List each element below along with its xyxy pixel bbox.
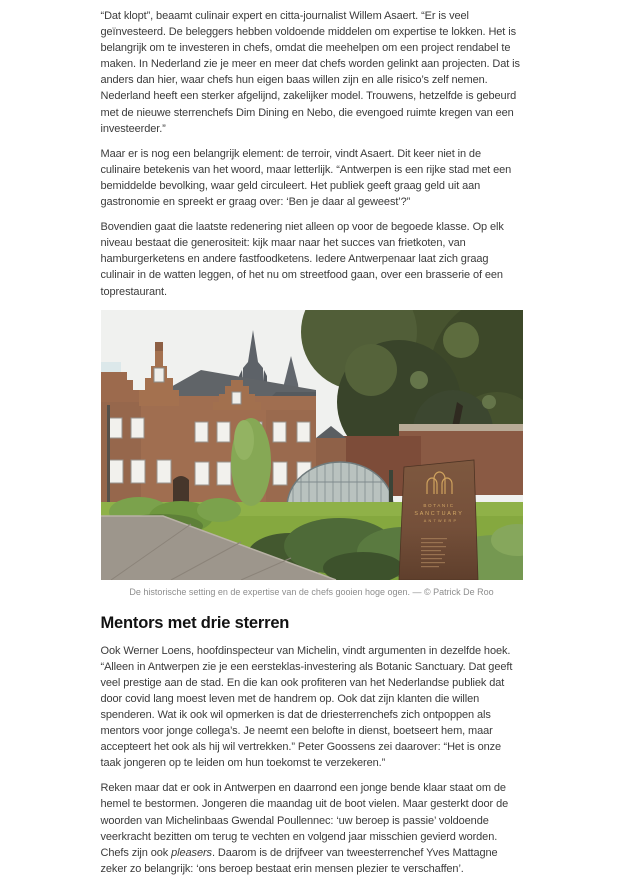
section-heading: Mentors met drie sterren	[100, 613, 290, 632]
paragraph: “Dat klopt”, beaamt culinair expert en citta-journalist Willem Asaert. “Er is veel geïnvesteerd. De beleggers hebben voldoende middelen om expertise te lokken. Het is belangrijk om te investeren in chefs, omdat die meehelpen om een project rendabel te maken. In Nederland zie je meer en meer dat chefs worden gelinkt aan projecten. Dat is anders dan hier, waar chefs hun eigen baas willen zijn en alle risico’s zelf nemen. Nederland heeft een sterker afgelijnd, zakelijker model. Trouwens, hetzelfde is gebeurd met de nieuwe sterrenchefs Dim Dining en Nebo, die evengoed ruimte kregen van een investeerder.”	[100, 10, 520, 135]
sign-line-antwerp: ANTWERP	[423, 518, 458, 523]
paragraph: Maar er is nog een belangrijk element: de terroir, vindt Asaert. Dit keer niet in de culinaire betekenis van het woord, maar letterlijk. “Antwerpen is een rijke stad met een bemiddelde bevolking, waar geld circuleert. Het publiek geeft graag geld uit aan gastronomie en spreekt er graag over: ‘Ben je daar al geweest’?”	[100, 147, 512, 209]
paragraph: Ook Werner Loens, hoofdinspecteur van Michelin, vindt argumenten in dezelfde hoek. “Alleen in Antwerpen zie je een eersteklas-investering als Botanic Sanctuary. Dat geeft veel prestige aan de stad. En die kan ook profiteren van het Nederlandse publiek dat door covid lang moest leven met de handrem op. Ook dat zijn klanten die willen spenderen. Wat ik ook wil opmerken is dat de driesterrenchefs zich ontpoppen als mentors voor jonge collega’s. Je neemt een belofte in dienst, boetseert hem, maar accepteert het ook als hij wil vertrekken.” Peter Goossens zei daarover: “Het is onze taak jongeren op te leiden om hun toekomst te verzekeren.”	[100, 644, 513, 770]
article-body	[101, 0, 523, 877]
sign-line-sanctuary: SANCTUARY	[413, 510, 464, 517]
paragraph-text: . Daarom is de drijfveer van tweesterrenchef Yves Mattagne zeker zo belangrijk: ‘ons beroep bestaat erin mensen plezier te verschaffen’.	[100, 846, 498, 875]
courtyard-photo	[101, 310, 523, 580]
paragraph-text: Reken maar dat er ook in Antwerpen en daarrond een jonge bende klaar staat om de hemel te bestormen. Jongeren die maandag uit de boot vielen. Maar gesterkt door de woorden van Michelinbaas Gwendal Poullennec: ‘uw beroep is passie’ voldoende veerkracht bezitten om terug te vechten en volgend jaar misschien gevierd worden. Chefs zijn ook	[100, 782, 509, 859]
photo-caption: De historische setting en de expertise van de chefs gooien hoge ogen. — © Patrick De Roo	[129, 586, 494, 597]
botanic-sign	[399, 460, 478, 580]
article-figure	[101, 310, 523, 598]
sign-line-botanic: BOTANIC	[422, 502, 455, 508]
paragraph	[101, 780, 523, 877]
paragraph: Bovendien gaat die laatste redenering niet alleen op voor de begoede klasse. Op elk niveau bestaat die generositeit: kijk maar naar het succes van frietkoten, van hamburgerketens en andere fastfoodketens. Iedere Antwerpenaar laat zich graag culinair in de watten leggen, of het nu om streetfood gaan, over een brasserie of een toprestaurant.	[100, 221, 504, 298]
paragraph-italic-word: pleasers	[171, 846, 212, 859]
